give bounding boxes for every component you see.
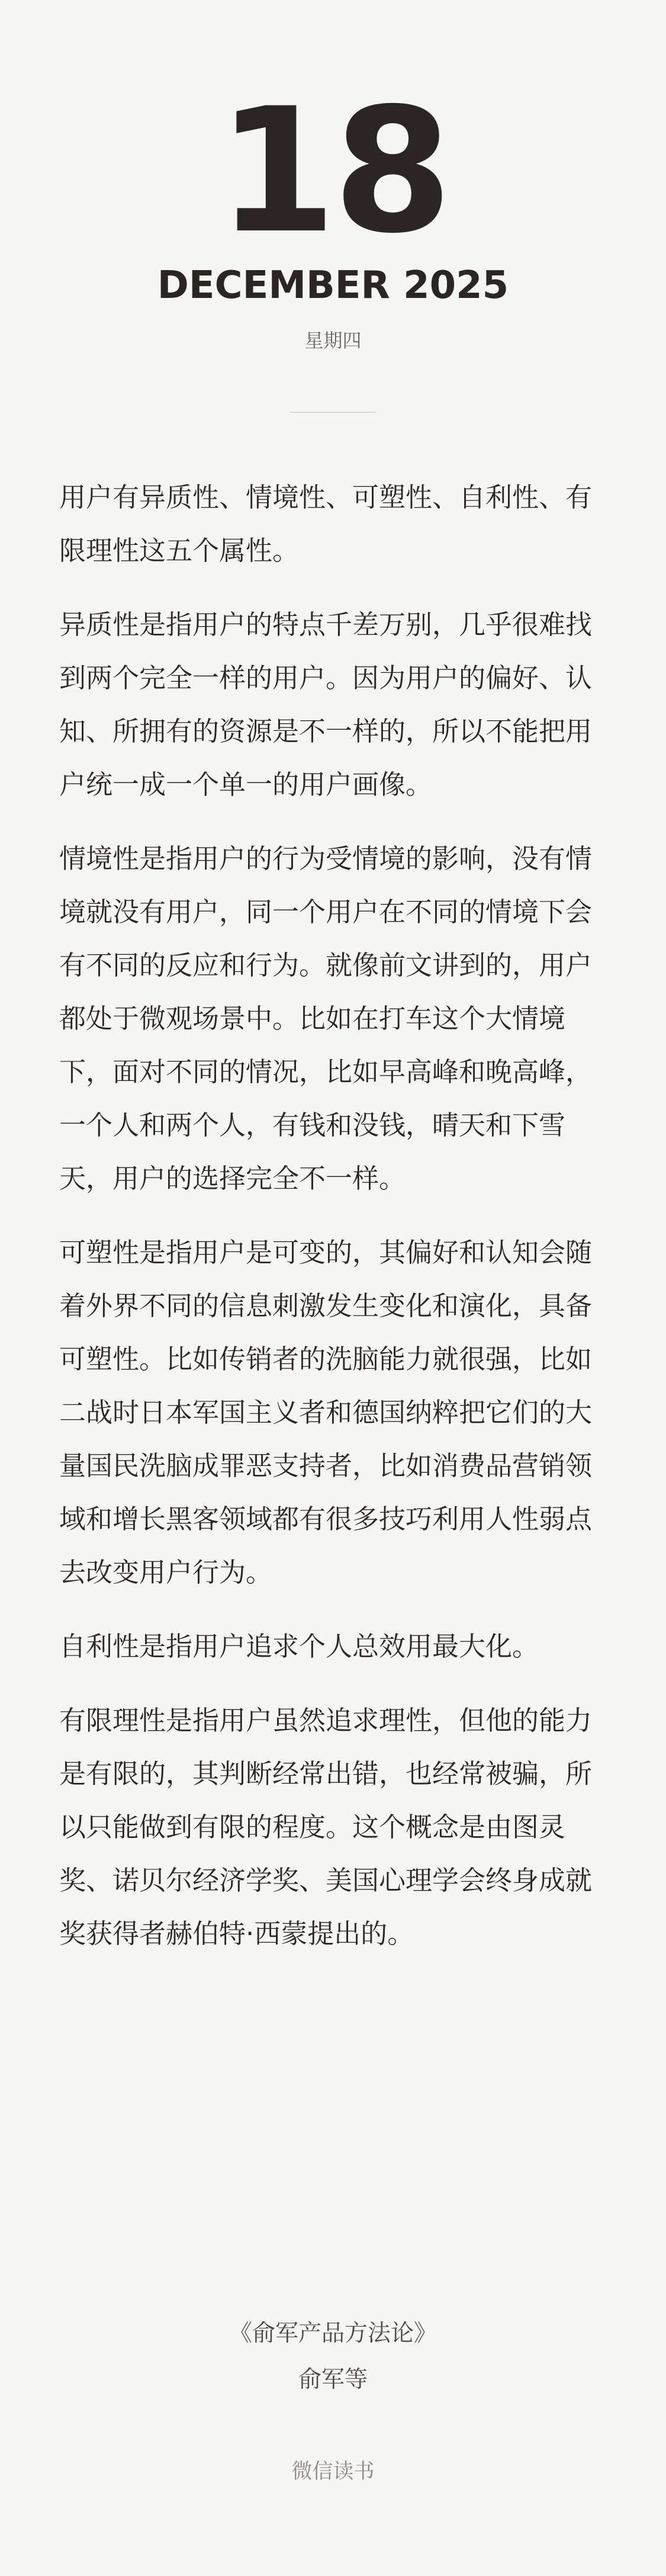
date-month-year: DECEMBER 2025 <box>157 264 509 307</box>
book-title: 《俞军产品方法论》 <box>229 2320 437 2347</box>
book-author: 俞军等 <box>298 2366 368 2393</box>
paragraph: 情境性是指用户的行为受情境的影响，没有情境就没有用户，同一个用户在不同的情境下会有不同的反应和行为。就像前文讲到的，用户都处于微观场景中。比如在打车这个大情境下，面对不同的情况，比如早高峰和晚高峰，一个人和两个人，有钱和没钱，晴天和下雪天，用户的选择完全不一样。 <box>59 843 593 1194</box>
divider <box>290 412 376 413</box>
quote-content <box>59 471 610 1981</box>
paragraph: 异质性是指用户的特点千差万别，几乎很难找到两个完全一样的用户。因为用户的偏好、认知、所拥有的资源是不一样的，所以不能把用户统一成一个单一的用户画像。 <box>59 609 593 800</box>
paragraph: 有限理性是指用户虽然追求理性，但他的能力是有限的，其判断经常出错，也经常被骗，所以只能做到有限的程度。这个概念是由图灵奖、诺贝尔经济学奖、美国心理学会终身成就奖获得者赫伯特·西蒙提出的。 <box>59 1705 593 1949</box>
paragraph: 可塑性是指用户是可变的，其偏好和认知会随着外界不同的信息刺激发生变化和演化，具备可塑性。比如传销者的洗脑能力就很强，比如二战时日本军国主义者和德国纳粹把它们的大量国民洗脑成罪恶支持者，比如消费品营销领域和增长黑客领域都有很多技巧利用人性弱点去改变用户行为。 <box>59 1237 593 1588</box>
paragraph: 自利性是指用户追求个人总效用最大化。 <box>59 1631 539 1662</box>
app-name: 微信读书 <box>291 2460 375 2484</box>
paragraph: 用户有异质性、情境性、可塑性、自利性、有限理性这五个属性。 <box>59 482 593 566</box>
date-weekday: 星期四 <box>304 329 362 352</box>
date-day: 18 <box>217 72 449 271</box>
